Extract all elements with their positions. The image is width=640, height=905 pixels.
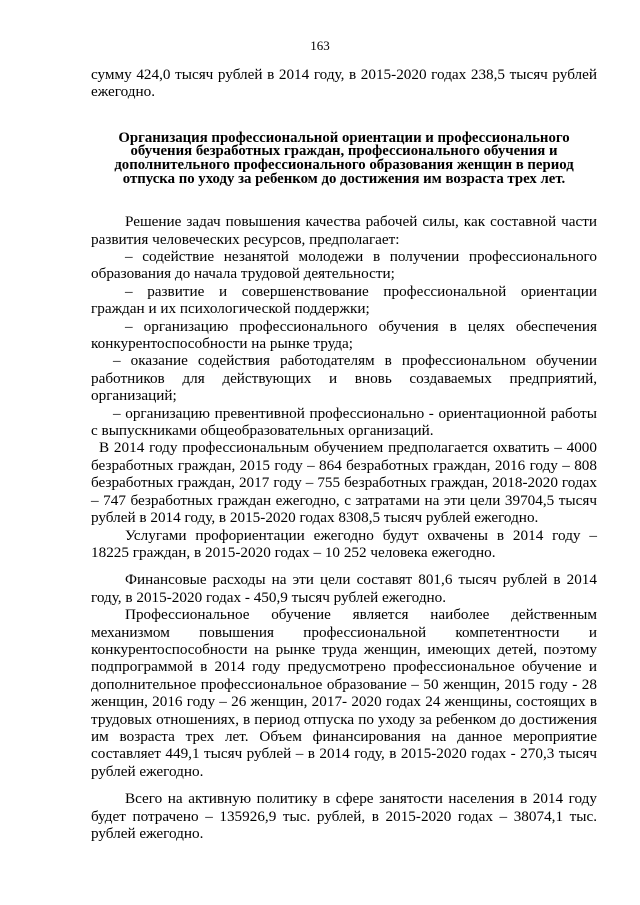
paragraph-career-guidance: Услугами профориентации ежегодно будут охвачены в 2014 году – 18225 граждан, в 2015-2020 годах – 10 252 человека ежегодно. xyxy=(91,526,597,561)
list-item-5: – организацию превентивной профессионально - ориентационной работы с выпускниками общеобразовательных организаций. xyxy=(91,404,597,440)
list-item-3: – организацию профессионального обучения в целях обеспечения конкурентоспособности на рынке труда; xyxy=(91,317,597,353)
paragraph-training: В 2014 году профессиональным обучением предполагается охватить – 4000 безработных граждан, 2015 году – 864 безработных граждан, 2016 году – 808 безработных граждан, 2017 году – 755 безработных граждан, 2018-2020 годах – 747 безработных граждан ежегодно, с затратами на эти цели 39704,5 тысяч рублей в 2014 году, в 2015-2020 годах 8308,5 тысяч рублей ежегодно. xyxy=(91,439,597,527)
list-item-4: – оказание содействия работодателям в профессиональном обучении работников для действующих и вновь создаваемых предприятий, организаций; xyxy=(91,352,597,405)
paragraph-women-training: Профессиональное обучение является наиболее действенным механизмом повышения профессиональной компетентности и конкурентоспособности на рынке труда женщин, имеющих детей, поэтому подпрограммой в 2014 году предусмотрено профессиональное обучение и дополнительное профессиональное образование – 50 женщин, 2015 году - 28 женщин, 2016 году – 26 женщин, 2017- 2020 годах 24 женщины, состоящих в трудовых отношениях, в период отпуска по уходу за ребенком до достижения им возраста трех лет. Объем финансирования на данное мероприятие составляет 449,1 тысяч рублей – в 2014 году, в 2015-2020 годах - 270,3 тысяч рублей ежегодно. xyxy=(91,606,597,780)
list-item-1: – содействие незанятой молодежи в получении профессионального образования до начала трудовой деятельности; xyxy=(91,248,597,283)
list-item-2: – развитие и совершенствование профессиональной ориентации граждан и их психологической поддержки; xyxy=(91,282,597,318)
page-number: 163 xyxy=(310,38,330,53)
paragraph-financing: Финансовые расходы на эти цели составят 801,6 тысяч рублей в 2014 году, в 2015-2020 годах - 450,9 тысяч рублей ежегодно. xyxy=(91,571,597,606)
paragraph-total: Всего на активную политику в сфере занятости населения в 2014 году будет потрачено – 135926,9 тыс. рублей, в 2015-2020 годах – 38074,1 тыс. рублей ежегодно. xyxy=(91,790,597,842)
section-heading: Организация профессиональной ориентации и профессионального обучения безработных граждан, профессионального обучения и дополнительного профессионального образования женщин в период отпуска по уходу за ребенком до достижения им возраста трех лет. xyxy=(114,129,574,187)
intro-paragraph: сумму 424,0 тысяч рублей в 2014 году, в 2015-2020 годах 238,5 тысяч рублей ежегодно. xyxy=(91,66,597,101)
paragraph-1: Решение задач повышения качества рабочей силы, как составной части развития человеческих ресурсов, предполагает: xyxy=(91,213,597,248)
page-content xyxy=(91,66,597,842)
